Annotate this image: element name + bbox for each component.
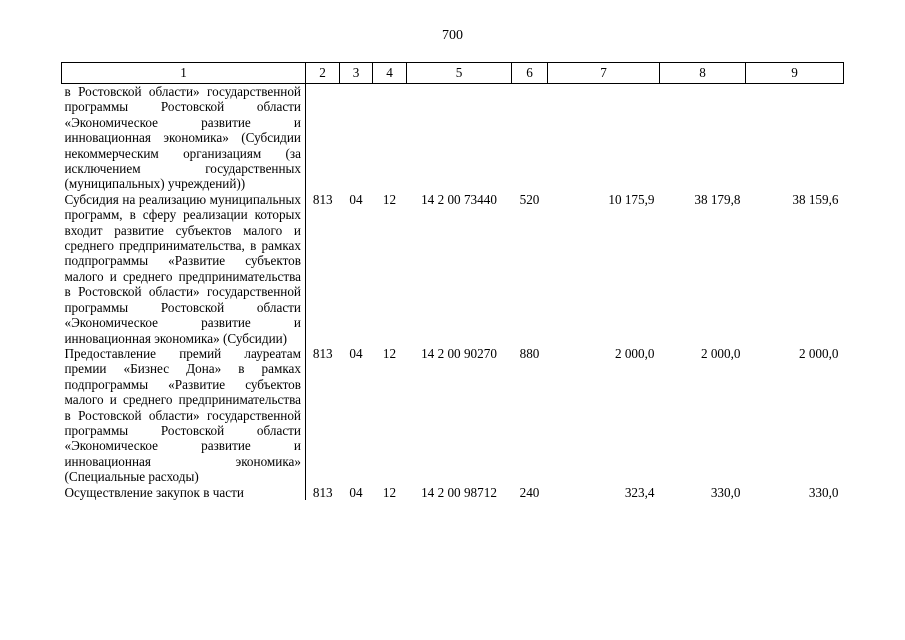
header-row (62, 63, 844, 84)
cell-code-6: 240 (519, 484, 540, 500)
page-number: 700 (442, 28, 463, 43)
column-header-2: 2 (306, 63, 340, 84)
cell-code-3: 04 (349, 191, 363, 207)
cell-code-4: 12 (382, 484, 397, 500)
cell-code-2: 813 (306, 346, 340, 485)
table-row (62, 485, 844, 500)
cell-code-4: 12 (382, 345, 397, 361)
column-header-4: 4 (373, 63, 407, 84)
cell-code-5: 14 2 00 98712 (421, 484, 497, 500)
cell-code-2: 813 (306, 192, 340, 346)
column-header-5: 5 (407, 63, 512, 84)
row-description: Субсидия на реализацию муниципальных программ, в сферу реализации которых входит развитие субъектов малого и среднего предпринимательства, в рамках подпрограммы «Развитие субъектов малого и среднего предпринимательства в Ростовской области» государственной программы Ростовской области «Экономическое развитие и инновационная экономика» (Субсидии) (64, 191, 301, 346)
row-description: в Ростовской области» государственной программы Ростовской области «Экономическое развитие и инновационная экономика» (Субсидии некоммерческим организациям (за исключением государственных (муниципальных) учреждений)) (64, 84, 301, 192)
cell-amount-9: 2 000,0 (798, 345, 839, 361)
table-row (62, 346, 844, 485)
column-header-7: 7 (548, 63, 660, 84)
cell-amount-9: 38 159,6 (792, 191, 839, 207)
cell-code-4: 12 (382, 191, 397, 207)
cell-amount-8: 38 179,8 (694, 191, 741, 207)
column-header-9: 9 (746, 63, 844, 84)
table-row-continuation (62, 84, 844, 192)
column-header-6: 6 (512, 63, 548, 84)
cell-code-3: 04 (349, 484, 363, 500)
cell-amount-7: 2 000,0 (614, 345, 655, 361)
table-row (62, 192, 844, 346)
column-header-8: 8 (660, 63, 746, 84)
cell-amount-7: 323,4 (624, 484, 655, 500)
budget-table (61, 62, 844, 500)
cell-code-5: 14 2 00 90270 (421, 345, 497, 361)
cell-amount-7: 10 175,9 (608, 191, 655, 207)
cell-amount-9: 330,0 (808, 484, 839, 500)
row-description: Предоставление премий лауреатам премии «Бизнес Дона» в рамках подпрограммы «Развитие субъектов малого и среднего предпринимательства в Ростовской области» государственной программы Ростовской области «Экономическое развитие и инновационная экономика» (Специальные расходы) (64, 345, 301, 485)
cell-code-6: 880 (519, 345, 540, 361)
cell-amount-8: 2 000,0 (700, 345, 741, 361)
cell-code-3: 04 (349, 345, 363, 361)
column-header-1: 1 (62, 63, 306, 84)
cell-code-2: 813 (306, 485, 340, 500)
cell-amount-8: 330,0 (710, 484, 741, 500)
row-description: Осуществление закупок в части (64, 484, 244, 500)
cell-code-5: 14 2 00 73440 (421, 191, 497, 207)
column-header-3: 3 (340, 63, 373, 84)
cell-code-6: 520 (519, 191, 540, 207)
